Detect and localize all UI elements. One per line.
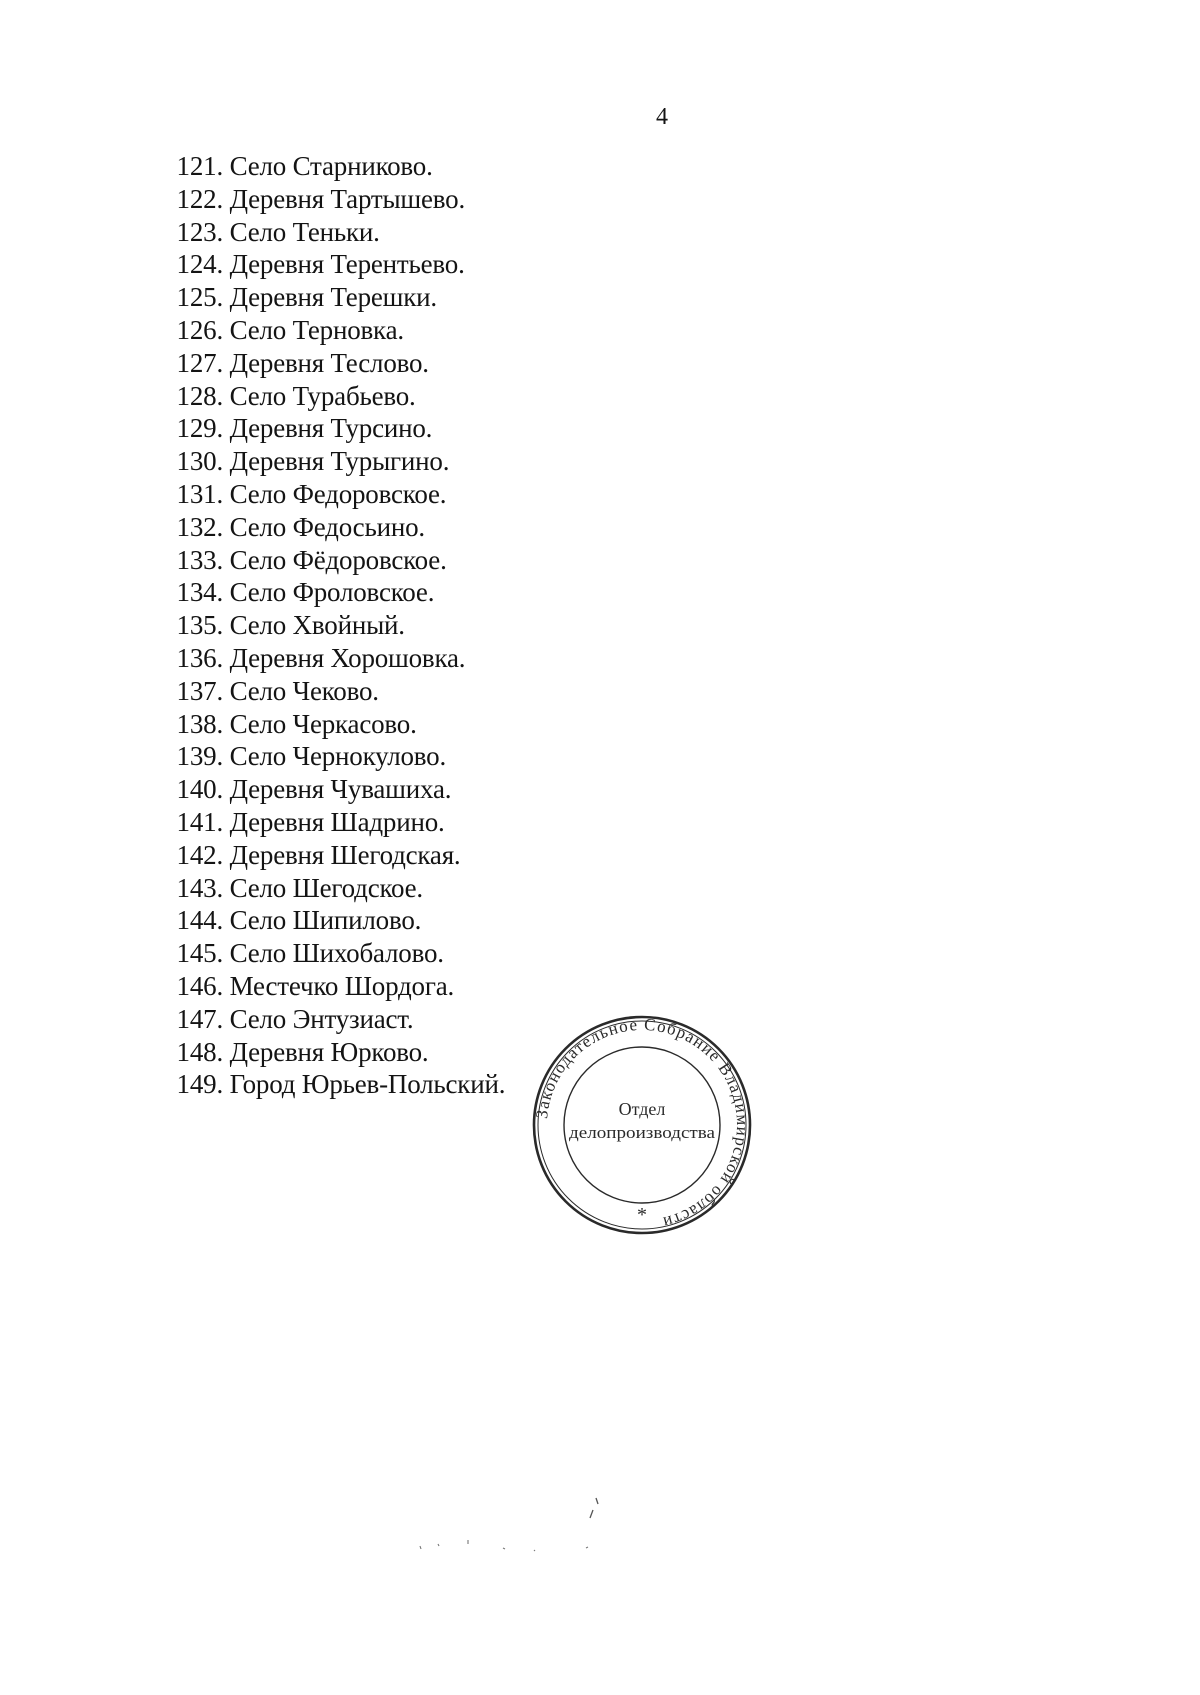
list-item-number: 125. (176, 282, 223, 313)
list-item (150, 708, 505, 741)
list-item-text: Село Черкасово. (229, 708, 417, 739)
list-item-text: Село Шипилово. (229, 905, 422, 936)
list-item-text: Деревня Тартышево. (229, 183, 466, 214)
list-item (150, 511, 505, 544)
list-item (150, 380, 505, 413)
list-item-number: 136. (176, 642, 223, 673)
list-item (150, 1068, 505, 1101)
list-item (150, 314, 505, 347)
stamp-ring-text: Законодательное Собрание Владимирской области (532, 1014, 753, 1233)
list-item-text: Село Шихобалово. (229, 938, 444, 969)
list-item (150, 806, 505, 839)
list-item (150, 642, 505, 675)
stamp-star: * (637, 1204, 647, 1226)
list-item-text: Деревня Теслово. (229, 347, 429, 378)
list-item (150, 904, 505, 937)
list-item-text: Деревня Шадрино. (229, 806, 445, 837)
list-item-text: Город Юрьев-Польский. (229, 1069, 506, 1100)
list-item (150, 544, 505, 577)
list-item-number: 129. (176, 413, 223, 444)
list-item-text: Деревня Чувашиха. (229, 774, 452, 805)
list-item-number: 134. (176, 577, 223, 608)
list-item-number: 147. (176, 1003, 223, 1034)
list-item-number: 144. (176, 905, 223, 936)
list-item-text: Село Хвойный. (229, 610, 405, 641)
list-item-text: Село Теньки. (229, 216, 380, 247)
list-item-text: Село Фёдоровское. (229, 544, 447, 575)
seal-stamp-graphic (530, 1013, 754, 1237)
list-item-text: Деревня Шегодская. (229, 839, 461, 870)
list-item-text: Деревня Хорошовка. (229, 642, 466, 673)
list-item-text: Село Старниково. (229, 151, 433, 181)
list-item-text: Село Турабьево. (229, 380, 416, 411)
list-item-text: Деревня Юрково. (229, 1036, 429, 1067)
list-item-text: Село Терновка. (229, 314, 404, 345)
list-item-number: 123. (176, 216, 223, 247)
list-item-number: 122. (176, 183, 223, 214)
list-item (150, 872, 505, 905)
list-item-number: 139. (176, 741, 223, 772)
list-item-text: Село Фроловское. (229, 577, 435, 608)
list-item (150, 183, 505, 216)
seal-stamp (530, 1013, 754, 1237)
list-item-number: 149. (176, 1069, 223, 1100)
stamp-center-line-2: делопроизводства (569, 1123, 716, 1142)
list-item (150, 1003, 505, 1036)
list-item (150, 281, 505, 314)
list-item (150, 347, 505, 380)
list-item (150, 412, 505, 445)
settlement-list (150, 150, 505, 1101)
page-number: 4 (656, 104, 668, 130)
list-item (150, 216, 505, 249)
list-item-text: Село Шегодское. (229, 872, 423, 903)
list-item (150, 150, 505, 183)
list-item-number: 133. (176, 544, 223, 575)
list-item-number: 142. (176, 839, 223, 870)
list-item-number: 128. (176, 380, 223, 411)
list-item (150, 970, 505, 1003)
list-item-number: 146. (176, 970, 223, 1001)
list-item-number: 131. (176, 478, 223, 509)
list-item (150, 675, 505, 708)
list-item-number: 127. (176, 347, 223, 378)
list-item (150, 1036, 505, 1069)
list-item-number: 140. (176, 774, 223, 805)
list-item-number: 141. (176, 806, 223, 837)
list-item (150, 740, 505, 773)
list-item (150, 839, 505, 872)
list-item-number: 126. (176, 314, 223, 345)
stamp-center-line-1: Отдел (618, 1099, 666, 1119)
list-item (150, 576, 505, 609)
scan-specks (400, 1490, 620, 1560)
list-item-text: Деревня Турыгино. (229, 446, 450, 477)
list-item-text: Село Федосьино. (229, 511, 425, 542)
list-item-number: 138. (176, 708, 223, 739)
list-item-number: 148. (176, 1036, 223, 1067)
list-item-text: Село Чернокулово. (229, 741, 447, 772)
list-item-number: 145. (176, 938, 223, 969)
list-item-number: 124. (176, 249, 223, 280)
list-item-number: 143. (176, 872, 223, 903)
list-item-text: Деревня Терентьево. (229, 249, 465, 280)
list-item (150, 773, 505, 806)
list-item (150, 478, 505, 511)
list-item-number: 121. (176, 151, 223, 181)
list-item (150, 609, 505, 642)
list-item-number: 135. (176, 610, 223, 641)
list-item-number: 130. (176, 446, 223, 477)
list-item-text: Село Энтузиаст. (229, 1003, 414, 1034)
list-item-number: 132. (176, 511, 223, 542)
list-item (150, 445, 505, 478)
list-item (150, 248, 505, 281)
list-item-text: Деревня Терешки. (229, 282, 437, 313)
list-item-number: 137. (176, 675, 223, 706)
list-item-text: Деревня Турсино. (229, 413, 433, 444)
list-item-text: Село Чеково. (229, 675, 379, 706)
list-item-text: Местечко Шордога. (229, 970, 455, 1001)
list-item-text: Село Федоровское. (229, 478, 447, 509)
list-item (150, 937, 505, 970)
